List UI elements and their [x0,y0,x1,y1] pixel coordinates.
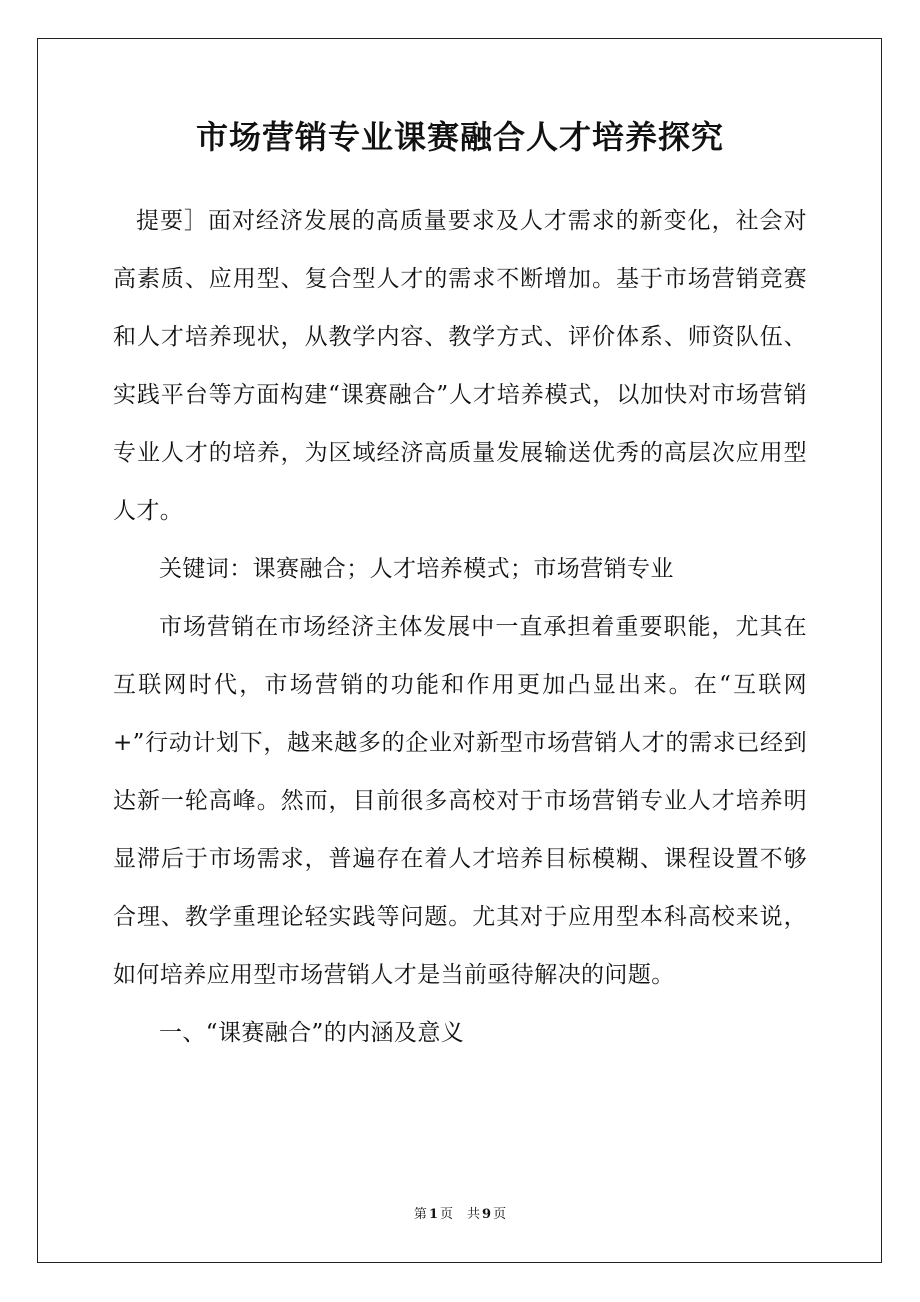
page-footer [0,1205,920,1225]
total-suffix: 页 [493,1207,507,1222]
total-prefix: 共 [467,1207,481,1222]
intro-paragraph: 市场营销在市场经济主体发展中一直承担着重要职能，尤其在互联网时代，市场营销的功能和作用更加凸显出来。在“互联网+”行动计划下，越来越多的企业对新型市场营销人才的需求已经到达新一轮高峰。然而，目前很多高校对于市场营销专业人才培养明显滞后于市场需求，普遍存在着人才培养目标模糊、课程设置不够合理、教学重理论轻实践等问题。尤其对于应用型本科高校来说，如何培养应用型市场营销人才是当前亟待解决的问题。 [113,614,807,988]
current-page-number: 1 [428,1207,438,1222]
section-heading: 一、“课赛融合”的内涵及意义 [159,1020,465,1046]
keywords-paragraph: 关键词：课赛融合；人才培养模式；市场营销专业 [159,556,674,582]
page-suffix: 页 [439,1207,453,1222]
total-page-number: 9 [482,1207,492,1222]
document-title: 市场营销专业课赛融合人才培养探究 [195,118,724,156]
document-body [113,192,807,1062]
abstract-paragraph: 提要］面对经济发展的高质量要求及人才需求的新变化，社会对高素质、应用型、复合型人才的需求不断增加。基于市场营销竞赛和人才培养现状，从教学内容、教学方式、评价体系、师资队伍、实践平台等方面构建“课赛融合”人才培养模式，以加快对市场营销专业人才的培养，为区域经济高质量发展输送优秀的高层次应用型人才。 [113,208,807,524]
page-prefix: 第 [413,1207,427,1222]
